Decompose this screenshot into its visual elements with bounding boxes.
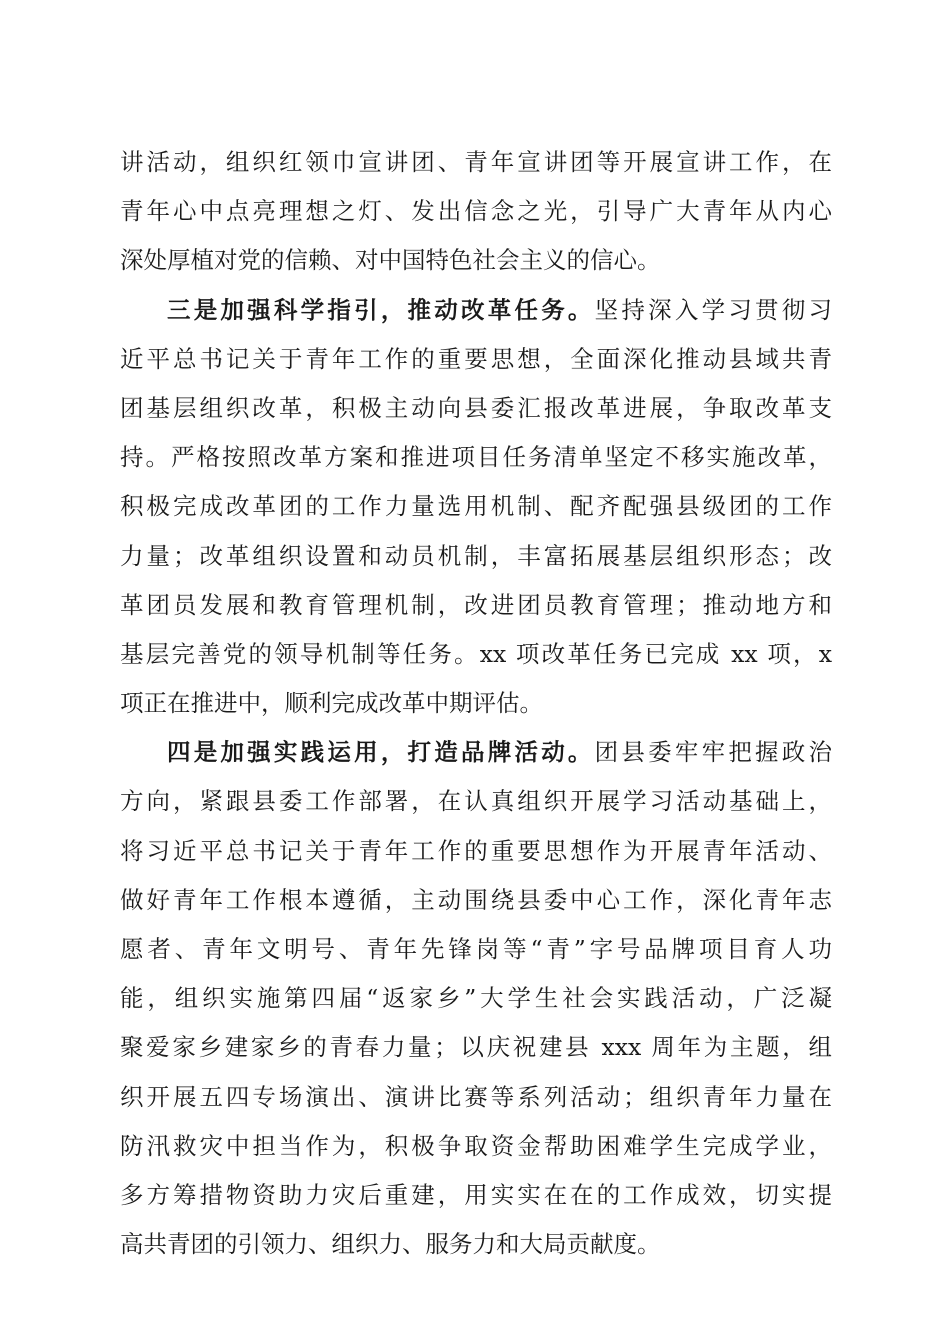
- paragraph-continuation: [120, 138, 832, 286]
- text-line: 高共青团的引领力、组织力、服务力和大局贡献度。: [120, 1230, 661, 1259]
- text-line: 基层完善党的领导机制等任务。xx 项改革任务已完成 xx 项，x: [120, 639, 832, 668]
- text-line: 力量；改革组织设置和动员机制，丰富拓展基层组织形态；改: [120, 541, 832, 570]
- text-line: 做好青年工作根本遵循，主动围绕县委中心工作，深化青年志: [120, 885, 832, 914]
- text-line: 青年心中点亮理想之灯、发出信念之光，引导广大青年从内心: [120, 197, 832, 226]
- document-body: [120, 138, 832, 1269]
- text-line: 方向，紧跟县委工作部署，在认真组织开展学习活动基础上，: [120, 787, 832, 816]
- text-line: 深处厚植对党的信赖、对中国特色社会主义的信心。: [120, 246, 661, 275]
- paragraph-brand-activities: [120, 728, 832, 1269]
- paragraph-first-line: [120, 728, 832, 777]
- text-line: 防汛救灾中担当作为，积极争取资金帮助困难学生完成学业，: [120, 1131, 832, 1160]
- paragraph-reform-tasks: [120, 286, 832, 729]
- paragraph-heading: 四是加强实践运用，打造品牌活动。: [167, 738, 595, 767]
- text-line: 革团员发展和教育管理机制，改进团员教育管理；推动地方和: [120, 590, 832, 619]
- paragraph-first-line-rest: 团县委牢牢把握政治: [594, 738, 833, 767]
- text-line: 将习近平总书记关于青年工作的重要思想作为开展青年活动、: [120, 836, 832, 865]
- text-line: 织开展五四专场演出、演讲比赛等系列活动；组织青年力量在: [120, 1082, 832, 1111]
- text-line: 聚爱家乡建家乡的青春力量；以庆祝建县 xxx 周年为主题，组: [120, 1033, 832, 1062]
- text-line: 团基层组织改革，积极主动向县委汇报改革进展，争取改革支: [120, 393, 832, 422]
- text-line: 能，组织实施第四届“返家乡”大学生社会实践活动，广泛凝: [120, 984, 832, 1013]
- text-line: 讲活动，组织红领巾宣讲团、青年宣讲团等开展宣讲工作，在: [120, 148, 832, 176]
- text-line: 愿者、青年文明号、青年先锋岗等“青”字号品牌项目育人功: [120, 935, 832, 963]
- text-line: 近平总书记关于青年工作的重要思想，全面深化推动县域共青: [120, 344, 832, 373]
- text-line: 多方筹措物资助力灾后重建，用实实在在的工作成效，切实提: [120, 1180, 832, 1209]
- paragraph-first-line: [120, 286, 832, 335]
- text-line: 持。严格按照改革方案和推进项目任务清单坚定不移实施改革，: [120, 443, 832, 472]
- text-line: 项正在推进中，顺利完成改革中期评估。: [120, 689, 543, 718]
- paragraph-first-line-rest: 坚持深入学习贯彻习: [594, 295, 833, 324]
- text-line: 积极完成改革团的工作力量选用机制、配齐配强县级团的工作: [120, 492, 832, 521]
- paragraph-heading: 三是加强科学指引，推动改革任务。: [167, 295, 595, 324]
